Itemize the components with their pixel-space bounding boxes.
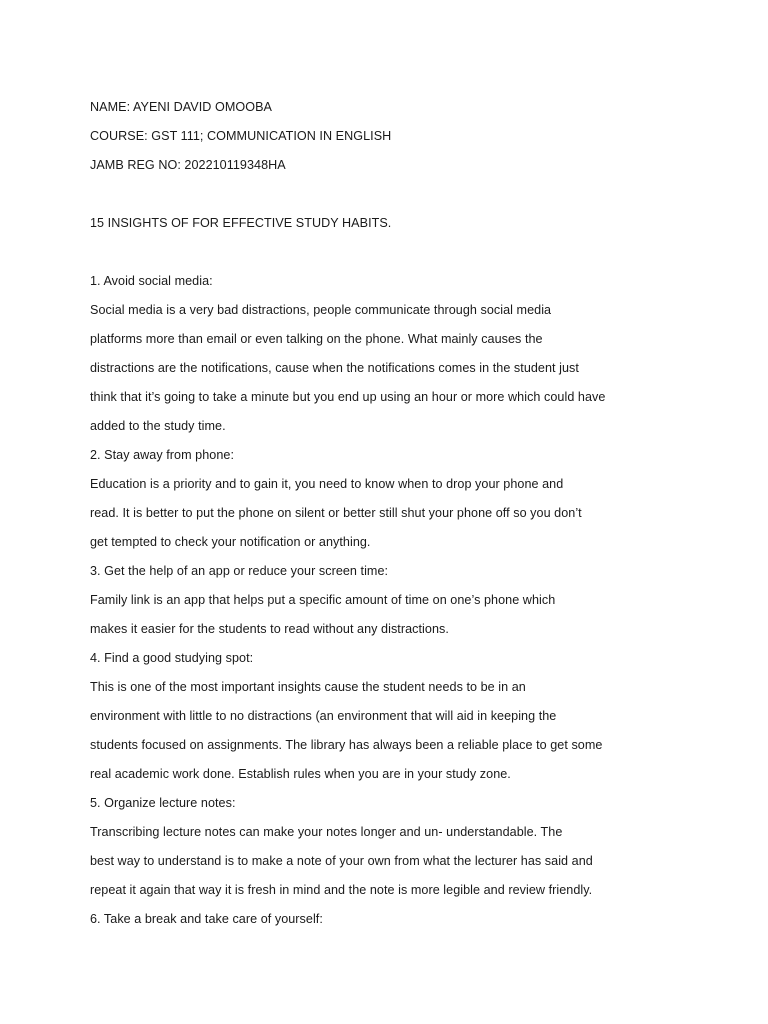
paragraph-line: best way to understand is to make a note of your own from what the lecturer has said and: [90, 854, 593, 868]
paragraph-line: environment with little to no distractions (an environment that will aid in keeping the: [90, 709, 557, 723]
section-heading: 6. Take a break and take care of yourself:: [90, 912, 323, 926]
section-heading: 3. Get the help of an app or reduce your screen time:: [90, 564, 389, 578]
paragraph-line: Social media is a very bad distractions, people communicate through social media: [90, 303, 552, 317]
jamb-reg-line: JAMB REG NO: 202210119348HA: [90, 158, 286, 172]
paragraph-line: repeat it again that way it is fresh in mind and the note is more legible and review friendly.: [90, 883, 593, 897]
student-name: NAME: AYENI DAVID OMOOBA: [90, 100, 272, 114]
spacer: [90, 238, 730, 267]
paragraph-line: makes it easier for the students to read without any distractions.: [90, 622, 449, 636]
paragraph-line: real academic work done. Establish rules when you are in your study zone.: [90, 767, 511, 781]
paragraph-line: Education is a priority and to gain it, you need to know when to drop your phone and: [90, 477, 564, 491]
section-heading: 4. Find a good studying spot:: [90, 651, 254, 665]
paragraph-line: think that it’s going to take a minute but you end up using an hour or more which could have: [90, 390, 606, 404]
course-line: COURSE: GST 111; COMMUNICATION IN ENGLISH: [90, 129, 392, 143]
paragraph-line: get tempted to check your notification or anything.: [90, 535, 371, 549]
section-heading: 1. Avoid social media:: [90, 274, 213, 288]
paragraph-line: Family link is an app that helps put a specific amount of time on one’s phone which: [90, 593, 556, 607]
section-heading: 2. Stay away from phone:: [90, 448, 235, 462]
document-body: [90, 93, 730, 934]
paragraph-line: This is one of the most important insights cause the student needs to be in an: [90, 680, 526, 694]
paragraph-line: students focused on assignments. The library has always been a reliable place to get some: [90, 738, 603, 752]
document-title: 15 INSIGHTS OF FOR EFFECTIVE STUDY HABITS.: [90, 216, 392, 230]
paragraph-line: platforms more than email or even talking on the phone. What mainly causes the: [90, 332, 543, 346]
paragraph-line: distractions are the notifications, cause when the notifications comes in the student just: [90, 361, 579, 375]
paragraph-line: added to the study time.: [90, 419, 226, 433]
spacer: [90, 180, 730, 209]
paragraph-line: Transcribing lecture notes can make your notes longer and un- understandable. The: [90, 825, 563, 839]
section-heading: 5. Organize lecture notes:: [90, 796, 236, 810]
paragraph-line: read. It is better to put the phone on silent or better still shut your phone off so you don’t: [90, 506, 582, 520]
